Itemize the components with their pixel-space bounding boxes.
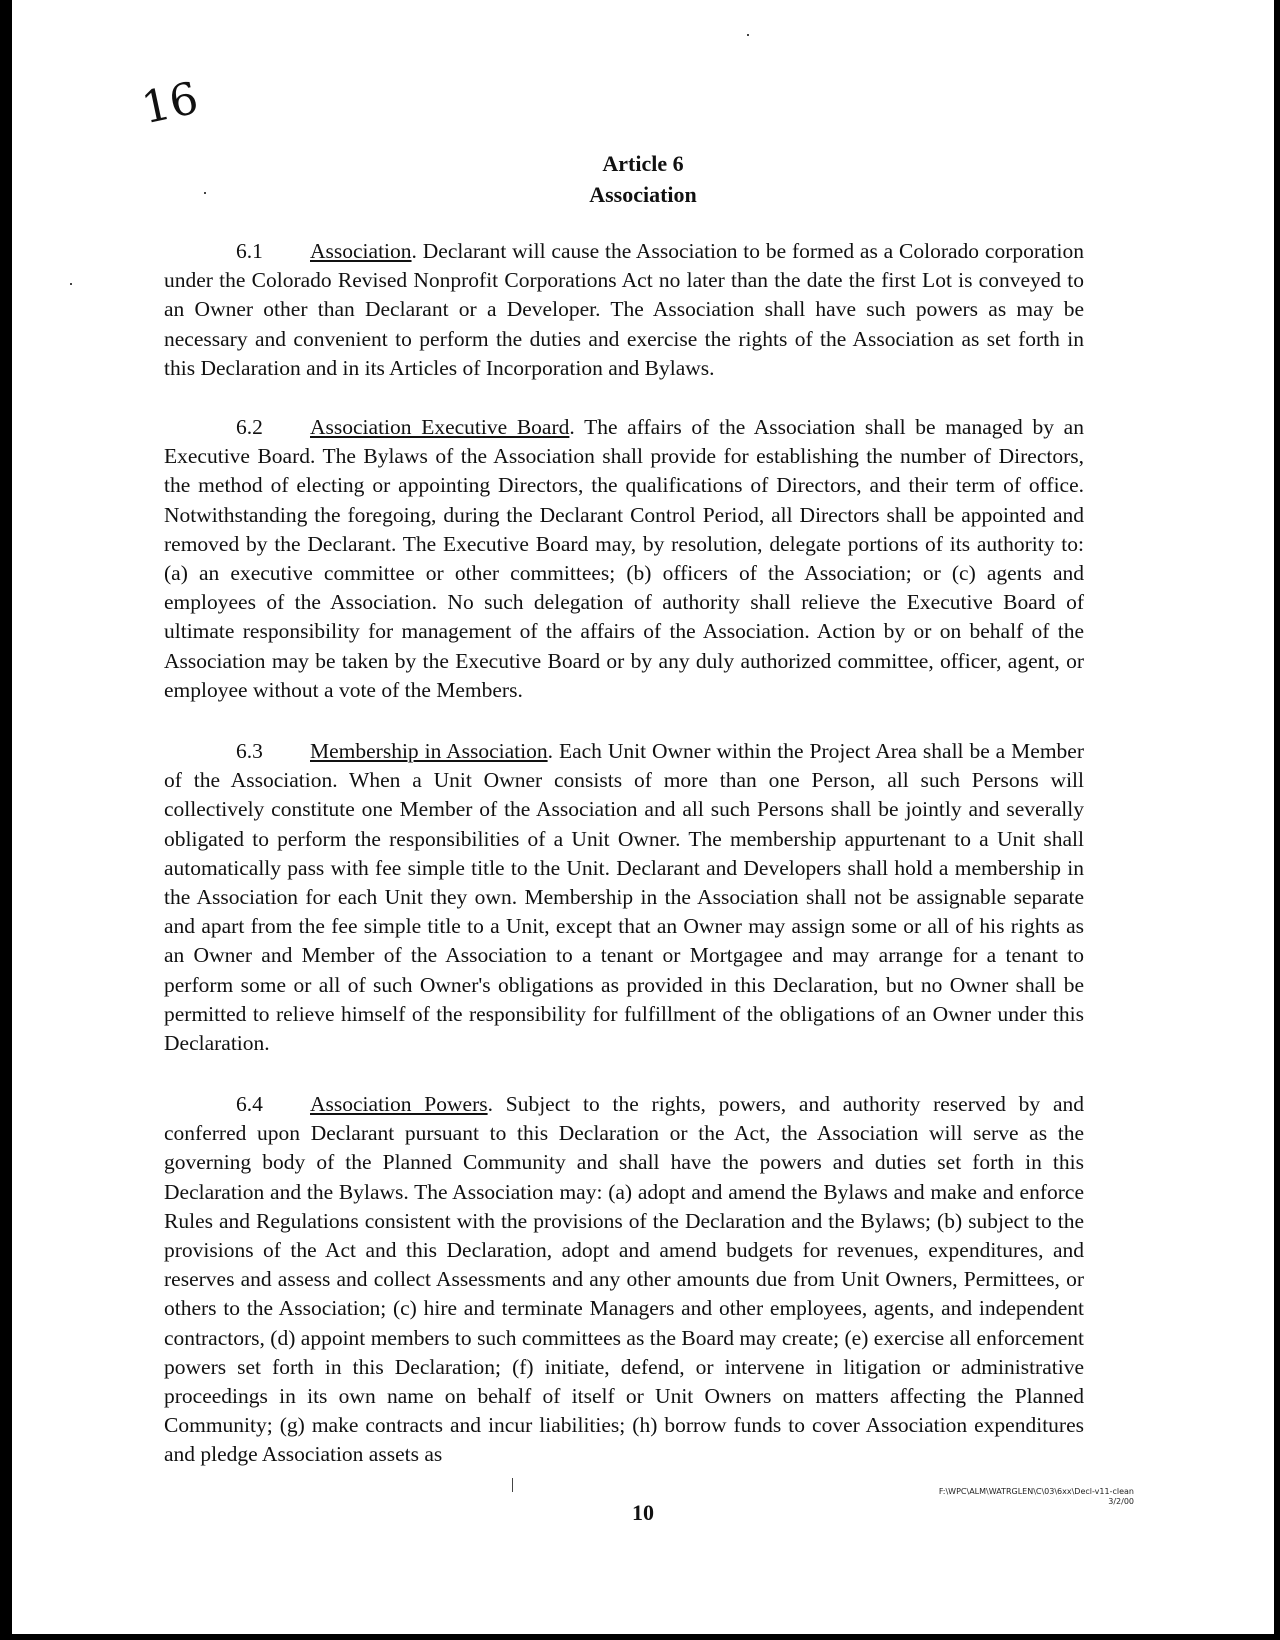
section-6-3: 6.3 Membership in Association. Each Unit Owner within the Project Area shall be a Member of the Association. When a Unit Owner consists of more than one Person, all such Persons will collectively constitute one Member of the Association and all such Persons shall be jointly and severally obligated to perform the responsibilities of a Unit Owner. The membership appurtenant to a Unit shall automatically pass with fee simple title to the Unit. Declarant and Developers shall hold a membership in the Association for each Unit they own. Membership in the Association shall not be assignable separate and apart from the fee simple title to a Unit, except that an Owner may assign some or all of his rights as an Owner and Member of the Association to a tenant or Mortgagee and may arrange for a tenant to perform some or all of such Owner's obligations as provided in this Declaration, but no Owner shall be permitted to relieve himself of the responsibility for fulfillment of the obligations of an Owner under this Declaration. — [164, 739, 1084, 1056]
section-6-1: 6.1 Association. Declarant will cause the Association to be formed as a Colorado corporation under the Colorado Revised Nonprofit Corporations Act no later than the date the first Lot is conveyed to an Owner other than Declarant or a Developer. The Association shall have such powers as may be necessary and convenient to perform the duties and exercise the rights of the Association as set forth in this Declaration and in its Articles of Incorporation and Bylaws. — [164, 239, 1085, 380]
section-title: Association Executive Board — [310, 415, 570, 439]
scan-speck — [204, 192, 206, 194]
scan-speck — [747, 34, 749, 36]
page-number: 10 — [632, 1500, 654, 1525]
section-body: Each Unit Owner within the Project Area shall be a Member of the Association. When a Unit Owner consists of more than one Person, all such Persons will collectively constitute one Member of the Association and all such Persons shall be jointly and severally obligated to perform the responsibilities of a Unit Owner. The membership appurtenant to a Unit shall automatically pass with fee simple title to the Unit. Declarant and Developers shall hold a membership in the Association for each Unit they own. Membership in the Association shall not be assignable separate and apart from the fee simple title to a Unit, except that an Owner may assign some or all of his rights as an Owner and Member of the Association to a tenant or Mortgagee and may arrange for a tenant to perform some or all of such Owner's obligations as provided in this Declaration, but no Owner shall be permitted to relieve himself of the responsibility for fulfillment of the obligations of an Owner under this Declaration. — [164, 739, 1084, 1056]
section-6-2: 6.2 Association Executive Board. The affairs of the Association shall be managed by an Executive Board. The Bylaws of the Association shall provide for establishing the number of Directors, the method of electing or appointing Directors, the qualifications of Directors, and their term of office. Notwithstanding the foregoing, during the Declarant Control Period, all Directors shall be appointed and removed by the Declarant. The Executive Board may, by resolution, delegate portions of its authority to: (a) an executive committee or other committees; (b) officers of the Association; or (c) agents and employees of the Association. No such delegation of authority shall relieve the Executive Board of ultimate responsibility for management of the affairs of the Association. Action by or on behalf of the Association may be taken by the Executive Board or by any duly authorized committee, officer, agent, or employee without a vote of the Members. — [164, 415, 1084, 702]
section-title: Association — [310, 239, 412, 263]
article-header — [12, 148, 1274, 210]
file-path — [939, 1487, 1134, 1507]
document-page — [12, 0, 1274, 1634]
article-subject: Association — [589, 182, 697, 207]
scan-speck — [70, 283, 72, 285]
section-body: Declarant will cause the Association to be formed as a Colorado corporation under the Colorado Revised Nonprofit Corporations Act no later than the date the first Lot is conveyed to an Owner other than Declarant or a Developer. The Association shall have such powers as may be necessary and convenient to perform the duties and exercise the rights of the Association as set forth in this Declaration and in its Articles of Incorporation and Bylaws. — [164, 239, 1085, 380]
section-number: 6.3 — [236, 739, 263, 763]
scan-speck — [512, 1478, 513, 1492]
section-title: Association Powers — [310, 1092, 488, 1116]
section-body: The affairs of the Association shall be managed by an Executive Board. The Bylaws of the Association shall provide for establishing the number of Directors, the method of electing or appointing Directors, the qualifications of Directors, and their term of office. Notwithstanding the foregoing, during the Declarant Control Period, all Directors shall be appointed and removed by the Declarant. The Executive Board may, by resolution, delegate portions of its authority to: (a) an executive committee or other committees; (b) officers of the Association; or (c) agents and employees of the Association. No such delegation of authority shall relieve the Executive Board of ultimate responsibility for management of the affairs of the Association. Action by or on behalf of the Association may be taken by the Executive Board or by any duly authorized committee, officer, agent, or employee without a vote of the Members. — [164, 415, 1084, 702]
section-number: 6.1 — [236, 239, 263, 263]
section-body: Subject to the rights, powers, and authority reserved by and conferred upon Declarant pursuant to this Declaration or the Act, the Association will serve as the governing body of the Planned Community and shall have the powers and duties set forth in this Declaration and the Bylaws. The Association may: (a) adopt and amend the Bylaws and make and enforce Rules and Regulations consistent with the provisions of the Declaration and the Bylaws; (b) subject to the provisions of the Act and this Declaration, adopt and amend budgets for revenues, expenditures, and reserves and assess and collect Assessments and any other amounts due from Unit Owners, Permittees, or others to the Association; (c) hire and terminate Managers and other employees, agents, and independent contractors, (d) appoint members to such committees as the Board may create; (e) exercise all enforcement powers set forth in this Declaration; (f) initiate, defend, or intervene in litigation or administrative proceedings in its own name on behalf of itself or Unit Owners on matters affecting the Planned Community; (g) make contracts and incur liabilities; (h) borrow funds to cover Association expenditures and pledge Association assets as — [164, 1092, 1084, 1467]
section-title: Membership in Association — [310, 739, 548, 763]
section-number: 6.4 — [236, 1092, 263, 1116]
file-path-line: F:\WPC\ALM\WATRGLEN\C\03\6xx\Decl-v11-clean — [938, 1487, 1134, 1496]
handwritten-mark: 16 — [137, 72, 203, 135]
section-number: 6.2 — [236, 415, 263, 439]
file-path-date: 3/2/00 — [1108, 1497, 1134, 1506]
section-6-4: 6.4 Association Powers. Subject to the rights, powers, and authority reserved by and conferred upon Declarant pursuant to this Declaration or the Act, the Association will serve as the governing body of the Planned Community and shall have the powers and duties set forth in this Declaration and the Bylaws. The Association may: (a) adopt and amend the Bylaws and make and enforce Rules and Regulations consistent with the provisions of the Declaration and the Bylaws; (b) subject to the provisions of the Act and this Declaration, adopt and amend budgets for revenues, expenditures, and reserves and assess and collect Assessments and any other amounts due from Unit Owners, Permittees, or others to the Association; (c) hire and terminate Managers and other employees, agents, and independent contractors, (d) appoint members to such committees as the Board may create; (e) exercise all enforcement powers set forth in this Declaration; (f) initiate, defend, or intervene in litigation or administrative proceedings in its own name on behalf of itself or Unit Owners on matters affecting the Planned Community; (g) make contracts and incur liabilities; (h) borrow funds to cover Association expenditures and pledge Association assets as — [164, 1092, 1084, 1467]
article-title: Article 6 — [602, 151, 684, 176]
